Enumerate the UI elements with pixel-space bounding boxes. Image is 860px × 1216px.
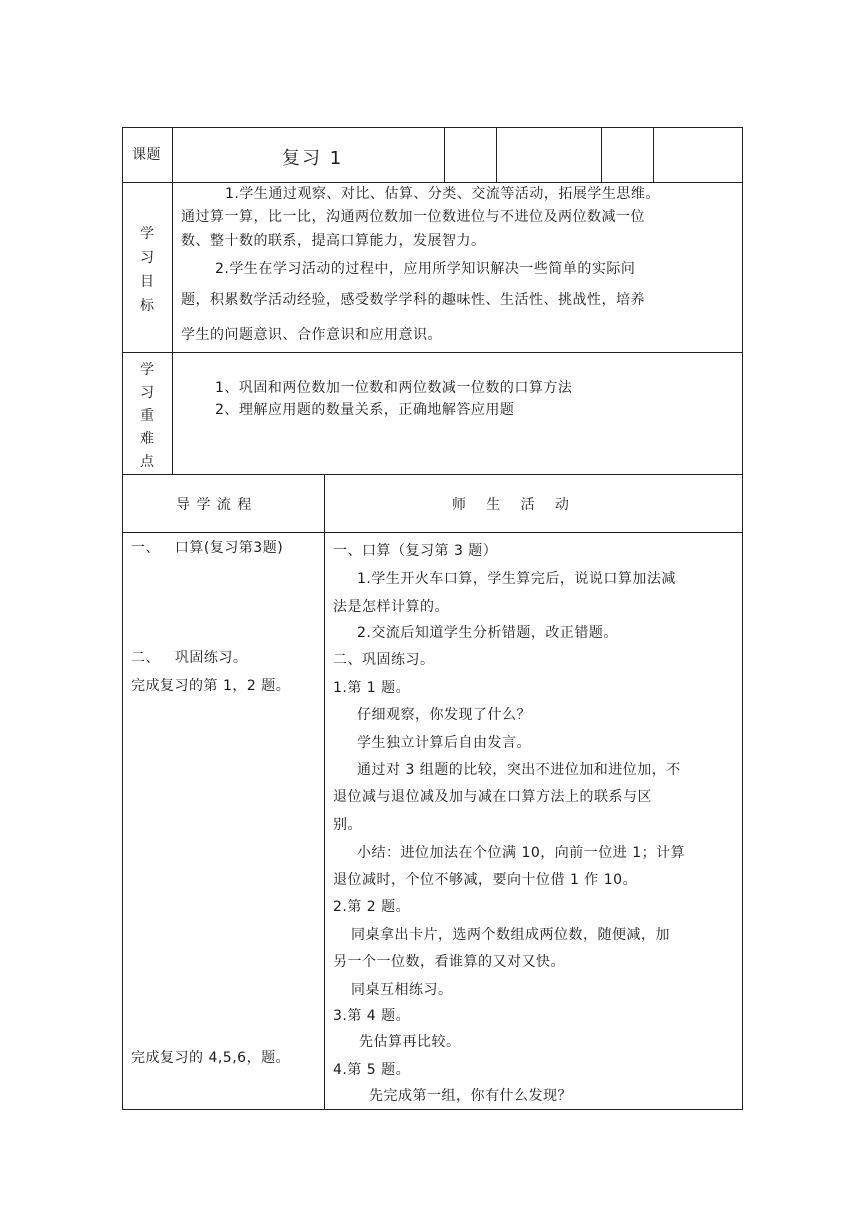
activity-line: 1.第 1 题。	[333, 680, 411, 696]
objectives-label-char: 习	[140, 250, 154, 266]
objectives-line: 通过算一算，比一比，沟通两位数加一位数进位与不进位及两位数减一位	[181, 209, 645, 225]
objectives-line: 学生的问题意识、合作意识和应用意识。	[181, 327, 442, 343]
keypoints-label-char: 点	[140, 454, 154, 470]
activity-line: 同桌拿出卡片，选两个数组成两位数，随便减，加	[351, 927, 670, 943]
keypoint-line: 1、巩固和两位数加一位数和两位数减一位数的口算方法	[215, 380, 573, 396]
activity-header: 师 生 活 动	[452, 497, 570, 513]
activity-line: 学生独立计算后自由发言。	[357, 735, 531, 751]
activity-line: 1.学生开火车口算，学生算完后，说说口算加法减	[357, 571, 676, 587]
activity-line: 4.第 5 题。	[333, 1062, 411, 1078]
activity-line: 同桌互相练习。	[351, 982, 453, 998]
activity-line: 2.交流后知道学生分析错题，改正错题。	[357, 625, 618, 641]
activity-line: 一、口算（复习第 3 题）	[333, 543, 498, 559]
activity-line: 3.第 4 题。	[333, 1008, 411, 1024]
activity-line: 先估算再比较。	[359, 1034, 461, 1050]
objectives-label-char: 学	[140, 226, 154, 242]
objectives-line: 1.学生通过观察、对比、估算、分类、交流等活动，拓展学生思维。	[225, 186, 660, 202]
objectives-line: 题，积累数学活动经验，感受数学学科的趣味性、生活性、挑战性，培养	[181, 292, 645, 308]
activity-line: 别。	[333, 817, 362, 833]
objectives-label-char: 目	[140, 274, 154, 290]
topic-label: 课题	[132, 147, 161, 163]
activity-line: 另一个一位数，看谁算的又对又快。	[333, 954, 565, 970]
activity-line: 二、巩固练习。	[333, 652, 435, 668]
activity-line: 2.第 2 题。	[333, 899, 411, 915]
activity-line: 仔细观察，你发现了什么？	[357, 707, 531, 723]
flow-item: 二、 巩固练习。	[131, 650, 248, 666]
activity-line: 退位减与退位减及加与减在口算方法上的联系与区	[333, 789, 652, 805]
activity-line: 退位减时，个位不够减，要向十位借 1 作 10。	[333, 872, 638, 888]
keypoint-line: 2、理解应用题的数量关系，正确地解答应用题	[215, 402, 515, 418]
activity-line: 法是怎样计算的。	[333, 599, 449, 615]
keypoints-label-char: 难	[140, 431, 154, 447]
objectives-label-char: 标	[140, 298, 154, 314]
activity-line: 小结：进位加法在个位满 10，向前一位进 1；计算	[357, 845, 686, 861]
keypoints-label-char: 习	[140, 385, 154, 401]
flow-header: 导 学 流 程	[176, 497, 253, 513]
keypoints-label-char: 重	[140, 408, 154, 424]
flow-item: 完成复习的第 1，2 题。	[131, 678, 291, 694]
activity-line: 先完成第一组，你有什么发现？	[369, 1088, 572, 1104]
activity-line: 通过对 3 组题的比较，突出不进位加和进位加，不	[357, 762, 681, 778]
objectives-line: 数、整十数的联系，提高口算能力，发展智力。	[181, 233, 486, 249]
lesson-title: 复习 1	[282, 148, 344, 169]
flow-item: 一、 口算(复习第3题)	[131, 540, 284, 556]
keypoints-label-char: 学	[140, 362, 154, 378]
objectives-line: 2.学生在学习活动的过程中，应用所学知识解决一些简单的实际问	[215, 261, 636, 277]
flow-item: 完成复习的 4,5,6，题。	[131, 1050, 291, 1066]
